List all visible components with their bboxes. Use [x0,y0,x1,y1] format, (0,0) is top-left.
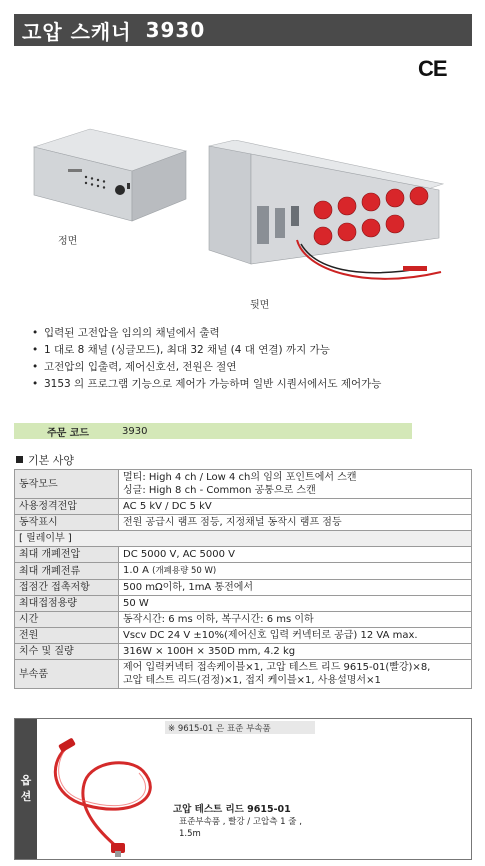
relay-section-header: [ 릴레이부 ] [15,531,472,547]
spec-value: 50 W [119,596,472,612]
spec-value: 제어 입력커넥터 접속케이블×1, 고압 테스트 리드 9615-01(빨강)×8, 고압 테스트 리드(검정)×1, 접지 케이블×1, 사용설명서×1 [119,660,472,689]
spec-value: 전원 공급시 램프 점등, 지정채널 동작시 램프 점등 [119,515,472,531]
feature-item: • 3153 의 프로그램 기능으로 제어가 가능하며 일반 시퀀서에서도 제어가능 [30,376,470,393]
spec-key: 접점간 접촉저항 [15,580,119,596]
back-view-caption: 뒷면 [250,300,270,311]
back-view-image [205,140,445,305]
option-item [173,803,343,840]
spec-key: 동작모드 [15,470,119,499]
spec-key: 치수 및 질량 [15,644,119,660]
feature-item: • 1 대로 8 채널 (싱글모드), 최대 32 채널 (4 대 연결) 까지 가능 [30,342,470,359]
table-row [15,515,472,531]
table-row [15,563,472,580]
table-row [15,660,472,689]
spec-value: AC 5 kV / DC 5 kV [119,499,472,515]
table-row [15,580,472,596]
feature-list [30,325,470,393]
front-view-image [28,125,190,225]
options-label: 옵 션 [15,719,37,859]
table-row [15,547,472,563]
spec-value: Vscv DC 24 V ±10%(제어신호 입력 커넥터로 공급) 12 VA max. [119,628,472,644]
spec-value: 1.0 A (개폐용량 50 W) [119,563,472,580]
spec-key: 시간 [15,612,119,628]
table-row [15,470,472,499]
front-view-caption: 정면 [58,236,78,247]
option-item-name: 고압 테스트 리드 9615-01 [173,804,291,815]
spec-key: 최대 개폐전류 [15,563,119,580]
order-code-row [14,423,412,439]
spec-value: 멀티: High 4 ch / Low 4 ch의 임의 포인트에서 스캔 싱글: High 8 ch - Common 공통으로 스캔 [119,470,472,499]
spec-section-title: 기본 사양 [16,452,74,468]
table-row [15,612,472,628]
spec-value: 500 mΩ이하, 1mA 통전에서 [119,580,472,596]
spec-key: 사용정격전압 [15,499,119,515]
spec-table [14,469,472,689]
option-item-desc: 표준부속품 , 빨강 / 고압측 1 줄 , [179,817,302,827]
feature-item: • 입력된 고전압을 임의의 채널에서 출력 [30,325,470,342]
spec-value: 동작시간: 6 ms 이하, 복구시간: 6 ms 이하 [119,612,472,628]
spec-key: 최대 개폐전압 [15,547,119,563]
option-item-desc: 1.5m [179,829,201,839]
spec-value: 316W × 100H × 350D mm, 4.2 kg [119,644,472,660]
test-lead-image [45,735,170,857]
spec-key: 전원 [15,628,119,644]
spec-value: DC 5000 V, AC 5000 V [119,547,472,563]
table-row [15,628,472,644]
model-number: 3930 [145,18,206,42]
options-box [14,718,472,860]
table-row [15,644,472,660]
spec-key: 부속품 [15,660,119,689]
table-row [15,596,472,612]
table-row [15,531,472,547]
options-note: ※ 9615-01 은 표준 부속품 [165,721,315,734]
spec-key: 동작표시 [15,515,119,531]
order-code-label: 주문 코드 [46,427,90,439]
ce-mark-icon: CE [418,56,447,81]
feature-item: • 고전압의 입출력, 제어신호선, 전원은 절연 [30,359,470,376]
page-title-bar [14,14,472,46]
spec-key: 최대접점용량 [15,596,119,612]
page-title: 고압 스캐너 [22,19,132,44]
square-bullet-icon [16,456,23,463]
order-code-value: 3930 [122,425,148,437]
table-row [15,499,472,515]
